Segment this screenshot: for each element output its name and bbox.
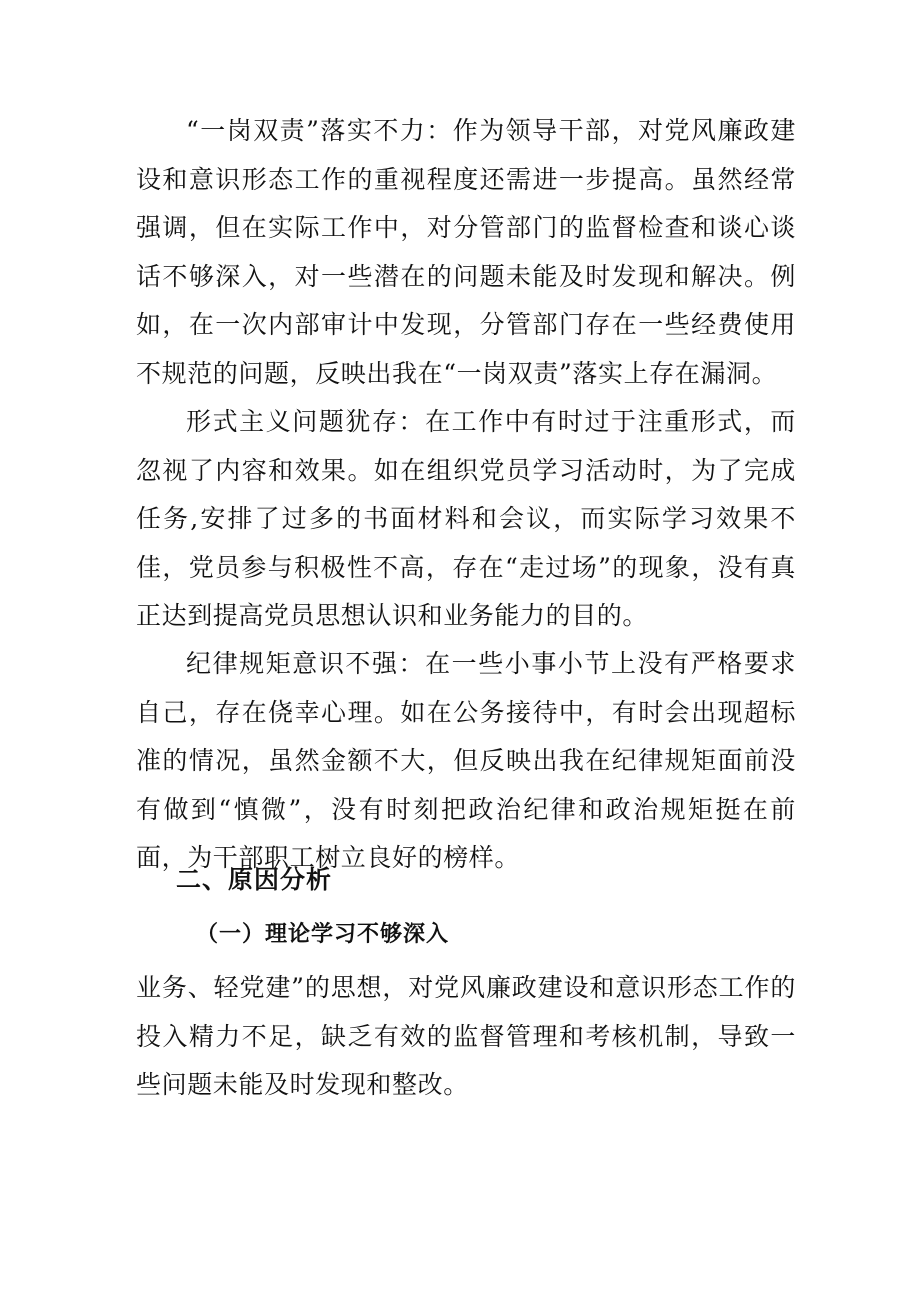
- subsection-heading-theory-study: （一）理论学习不够深入: [196, 921, 450, 947]
- section-heading-cause-analysis: 二、原因分析: [176, 865, 333, 894]
- paragraph-discipline-awareness: 纪律规矩意识不强：在一些小事小节上没有严格要求自己，存在侥幸心理。如在公务接待中，有时会出现超标准的情况，虽然金额不大，但反映出我在纪律规矩面前没有做到“慎微”，没有时刻把政治纪律和政治规矩挺在前面，为干部职工树立良好的榜样。: [136, 649, 796, 873]
- paragraph-one-post-dual-responsibility: “一岗双责”落实不力：作为领导干部，对党风廉政建设和意识形态工作的重视程度还需进一步提高。虽然经常强调，但在实际工作中，对分管部门的监督检查和谈心谈话不够深入，对一些潜在的问题未能及时发现和解决。例如，在一次内部审计中发现，分管部门存在一些经费使用不规范的问题，反映出我在“一岗双责”落实上存在漏洞。: [136, 116, 796, 388]
- paragraph-continuation: 业务、轻党建”的思想，对党风廉政建设和意识形态工作的投入精力不足，缺乏有效的监督管理和考核机制，导致一些问题未能及时发现和整改。: [136, 973, 796, 1100]
- paragraph-formalism-issue: 形式主义问题犹存：在工作中有时过于注重形式，而忽视了内容和效果。如在组织党员学习活动时，为了完成任务,安排了过多的书面材料和会议，而实际学习效果不佳，党员参与积极性不高，存在“走过场”的现象，没有真正达到提高党员思想认识和业务能力的目的。: [136, 407, 796, 631]
